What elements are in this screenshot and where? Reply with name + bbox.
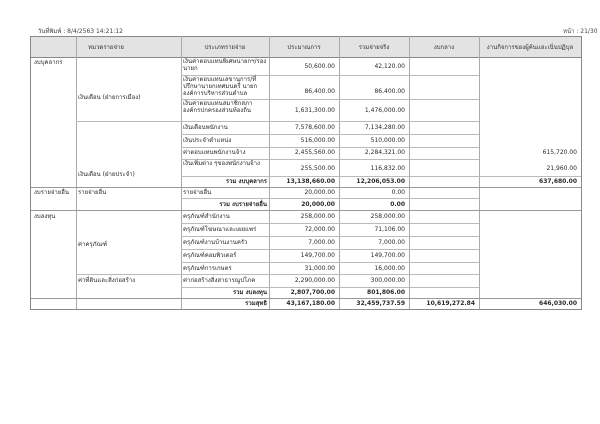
row-actual: 510,000.00 [370,137,405,144]
row-estimate: 1,631,300.00 [294,107,335,114]
row-actual: 71,106.00 [374,226,405,233]
section-divider [31,210,581,211]
grand-total-other: 646,030.00 [539,300,577,307]
row-type: เงินเดือนพนักงาน [183,124,228,131]
row-divider [181,262,479,263]
column-header-type: ประเภทรายจ่าย [204,43,246,51]
section-total-estimate: 2,807,700.00 [290,289,335,296]
section-label-investment: งบลงทุน [34,213,56,220]
row-divider [181,223,479,224]
row-actual: 300,000.00 [370,277,405,284]
row-type: เงินค่าตอบแทนเลขานุการ/ที่ปรึกษานายกเทศมนตรี นายกองค์การบริหารส่วนตำบล [183,76,258,97]
row-type: ค่าก่อสร้างสิ่งสาธารณูปโภค [183,277,256,284]
section-total-other: 637,680.00 [539,178,577,185]
row-type: ครุภัณฑ์คอมพิวเตอร์ [183,252,237,259]
section-total-actual: 0.00 [390,201,405,208]
section-label-personnel: งบบุคลากร [34,59,63,66]
row-actual: 16,000.00 [374,265,405,272]
grand-total-estimate: 43,167,180.00 [286,300,335,307]
budget-report-table [30,36,582,310]
row-actual: 7,000.00 [378,239,405,246]
column-header-other: งานกิจการของผู้ค้นและเนิ่นปฏิบุล [486,43,574,51]
row-type: ค่าตอบแทนพนักงานจ้าง [183,149,246,156]
row-divider [76,121,479,122]
row-divider [181,287,479,288]
grid-line [269,36,270,310]
row-estimate: 20,000.00 [304,189,335,196]
column-header-category: หมวดรายจ่าย [88,43,124,51]
row-divider [181,147,479,148]
row-actual: 7,134,280.00 [364,124,405,131]
row-estimate: 516,000.00 [300,137,335,144]
grid-line [479,36,480,310]
section-divider [31,298,581,299]
row-actual: 86,400.00 [374,88,405,95]
row-type: เงินเพิ่มต่าง ๆของพนักงานจ้าง [183,160,260,167]
group-label-construction: ค่าที่ดินและสิ่งก่อสร้าง [78,277,136,284]
section-divider [31,187,581,188]
row-divider [181,198,479,199]
page-number: หน้า : 21/30 [563,28,598,35]
row-divider [76,274,479,275]
group-label-staff-salary: เงินเดือน (ฝ่ายประจำ) [78,171,135,178]
section-total-actual: 801,806.00 [367,289,405,296]
row-actual: 1,476,000.00 [364,107,405,114]
row-type: เงินประจำตำแหน่ง [183,137,232,144]
section-total-label: รวม งบรายจ่ายอื่น [219,201,267,208]
row-divider [181,249,479,250]
grand-total-label: รวมสุทธิ [245,300,267,307]
row-estimate: 255,500.00 [300,165,335,172]
row-estimate: 31,000.00 [304,265,335,272]
row-divider [181,134,479,135]
section-total-estimate: 20,000.00 [301,201,335,208]
table-header [31,36,581,58]
grid-line [76,36,77,310]
row-actual: 258,000.00 [370,213,405,220]
column-header-central: งบกลาง [433,43,455,51]
row-estimate: 2,290,000.00 [294,277,335,284]
grid-line [339,36,340,310]
row-estimate: 2,455,560.00 [294,149,335,156]
group-label-political-salary: เงินเดือน (ฝ่ายการเมือง) [78,94,141,101]
row-estimate: 258,000.00 [300,213,335,220]
row-divider [181,236,479,237]
print-date: วันที่พิมพ์ : 8/4/2563 14:21:12 [38,28,123,35]
row-estimate: 7,000.00 [308,239,335,246]
section-total-actual: 12,206,053.00 [356,178,405,185]
section-total-label: รวม งบลงทุน [232,289,267,296]
grid-line [409,36,410,310]
row-actual: 0.00 [391,189,405,196]
row-type: ครุภัณฑ์การเกษตร [183,265,232,272]
row-other: 615,720.00 [542,149,577,156]
section-total-estimate: 13,138,660.00 [286,178,335,185]
row-type: รายจ่ายอื่น [183,189,212,196]
row-estimate: 149,700.00 [300,252,335,259]
grand-total-central: 10,619,272.84 [426,300,475,307]
row-type: ครุภัณฑ์งานบ้านงานครัว [183,239,248,246]
grand-total-actual: 32,459,737.59 [356,300,405,307]
group-label-other-expense: รายจ่ายอื่น [78,189,107,196]
row-actual: 116,832.00 [370,165,405,172]
row-actual: 149,700.00 [370,252,405,259]
row-divider [181,176,581,177]
column-header-actual: รวมจ่ายจริง [358,43,390,51]
row-estimate: 50,600.00 [304,63,335,70]
row-estimate: 7,578,600.00 [294,124,335,131]
row-estimate: 72,000.00 [304,226,335,233]
group-label-equipment: ค่าครุภัณฑ์ [78,241,108,248]
row-type: ครุภัณฑ์โฆษณาและเผยแพร่ [183,226,257,233]
section-total-label: รวม งบบุคลากร [225,178,267,185]
row-estimate: 86,400.00 [304,88,335,95]
column-header-estimate: ประมาณการ [287,43,321,51]
row-type: เงินค่าตอบแทนสมาชิกสภาองค์กรปกครองส่วนท้องถิ่น [183,100,253,114]
row-type: ครุภัณฑ์สำนักงาน [183,213,230,220]
table-bottom-border [31,309,581,310]
grid-line [181,36,182,310]
row-other: 21,960.00 [546,165,577,172]
row-actual: 2,284,321.00 [364,149,405,156]
row-type: เงินค่าตอบแทนพิเศษนายกฯ/รองนายก [183,58,267,72]
section-label-other-expense: งบรายจ่ายอื่น [34,189,69,196]
row-actual: 42,120.00 [374,63,405,70]
